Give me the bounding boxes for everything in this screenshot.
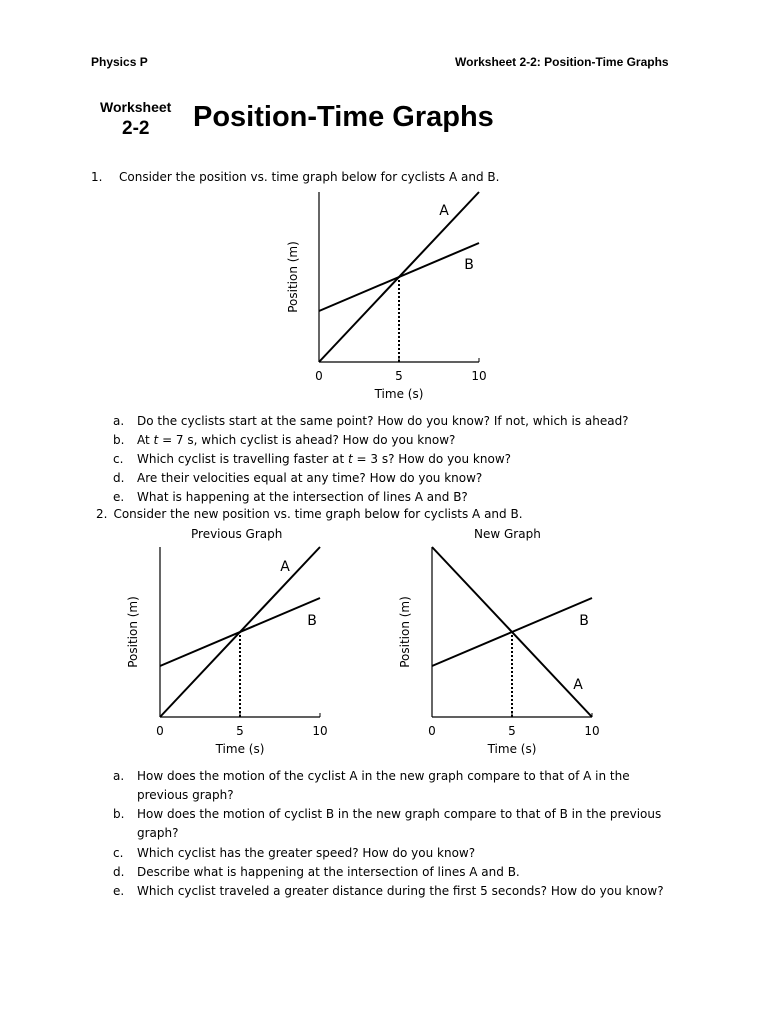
series-label-b: B: [307, 613, 317, 629]
q1-sub-c-text-after: = 3 s? How do you know?: [352, 452, 512, 466]
series-label-a: A: [439, 203, 449, 219]
worksheet-header: Worksheet 2-2: Position-Time Graphs: [455, 55, 669, 69]
q1-sub-a-letter: a.: [113, 414, 125, 428]
x-axis-label: Time (s): [374, 387, 424, 401]
q2-sub-a-letter: a.: [113, 769, 125, 783]
q1-sub-e-letter: e.: [113, 490, 125, 504]
q1-sub-d-letter: d.: [113, 471, 125, 485]
q2-sub-c-text: Which cyclist has the greater speed? How do you know?: [137, 846, 476, 860]
q2-sub-a-text: How does the motion of the cyclist A in the new graph compare to that of A in the previous graph?: [137, 769, 630, 802]
previous-graph-caption: Previous Graph: [191, 527, 283, 541]
x-tick-label: 0: [315, 369, 323, 383]
q1-sub-c-letter: c.: [113, 452, 124, 466]
worksheet-number: 2-2: [122, 118, 150, 139]
series-label-b: B: [579, 613, 589, 629]
q2-sub-b-letter: b.: [113, 807, 125, 821]
x-axis-label: Time (s): [487, 742, 537, 756]
q1-sub-c-var: t: [348, 452, 353, 466]
x-tick-label: 10: [312, 724, 328, 738]
q2-sub-d-text: Describe what is happening at the intersection of lines A and B.: [137, 865, 520, 879]
question-1-number: 1.: [91, 170, 103, 184]
question-2-text: Consider the new position vs. time graph below for cyclists A and B.: [113, 507, 523, 521]
series-label-a: A: [573, 677, 583, 693]
q1-sub-a-text: Do the cyclists start at the same point? How do you know? If not, which is ahead?: [137, 414, 629, 428]
y-axis-label: Position (m): [398, 596, 412, 668]
x-tick-label: 5: [236, 724, 244, 738]
q1-sub-b-letter: b.: [113, 433, 125, 447]
series-label-a: A: [280, 559, 290, 575]
q2-sub-b-text: How does the motion of cyclist B in the new graph compare to that of B in the previous graph?: [137, 807, 662, 840]
x-tick-label: 10: [584, 724, 600, 738]
q1-sub-d-text: Are their velocities equal at any time? How do you know?: [137, 471, 483, 485]
q1-sub-b-text-after: = 7 s, which cyclist is ahead? How do you know?: [158, 433, 456, 447]
q1-sub-b-var: t: [153, 433, 159, 447]
q2-sub-d-letter: d.: [113, 865, 125, 879]
page-title: Position-Time Graphs: [193, 101, 494, 133]
x-tick-label: 10: [471, 369, 487, 383]
question-2: [96, 507, 523, 521]
q2-sub-c-letter: c.: [113, 846, 124, 860]
worksheet-label: Worksheet: [100, 99, 172, 115]
q1-sub-e-text: What is happening at the intersection of lines A and B?: [137, 490, 468, 504]
x-tick-label: 0: [428, 724, 436, 738]
q2-sub-e-letter: e.: [113, 884, 125, 898]
x-axis-label: Time (s): [215, 742, 265, 756]
x-tick-label: 5: [395, 369, 403, 383]
x-tick-label: 5: [508, 724, 516, 738]
q1-sub-c-text: [137, 450, 511, 469]
q1-sub-b-text-before: At: [137, 433, 154, 447]
course-name: Physics P: [91, 55, 148, 69]
y-axis-label: Position (m): [126, 596, 140, 668]
q1-sub-b-text: [137, 431, 455, 450]
new-graph-caption: New Graph: [474, 527, 541, 541]
question-2-number: 2.: [96, 507, 108, 521]
chart-new-graph: [380, 538, 620, 763]
q2-sub-e-text: Which cyclist traveled a greater distance during the first 5 seconds? How do you know?: [137, 884, 664, 898]
q1-sub-c-text-before: Which cyclist is travelling faster at: [137, 452, 349, 466]
x-tick-label: 0: [156, 724, 164, 738]
y-axis-label: Position (m): [286, 241, 300, 313]
chart-q1: [270, 185, 510, 405]
series-label-b: B: [464, 257, 474, 273]
question-1-text: Consider the position vs. time graph below for cyclists A and B.: [119, 170, 500, 184]
chart-previous-graph: [110, 538, 350, 763]
